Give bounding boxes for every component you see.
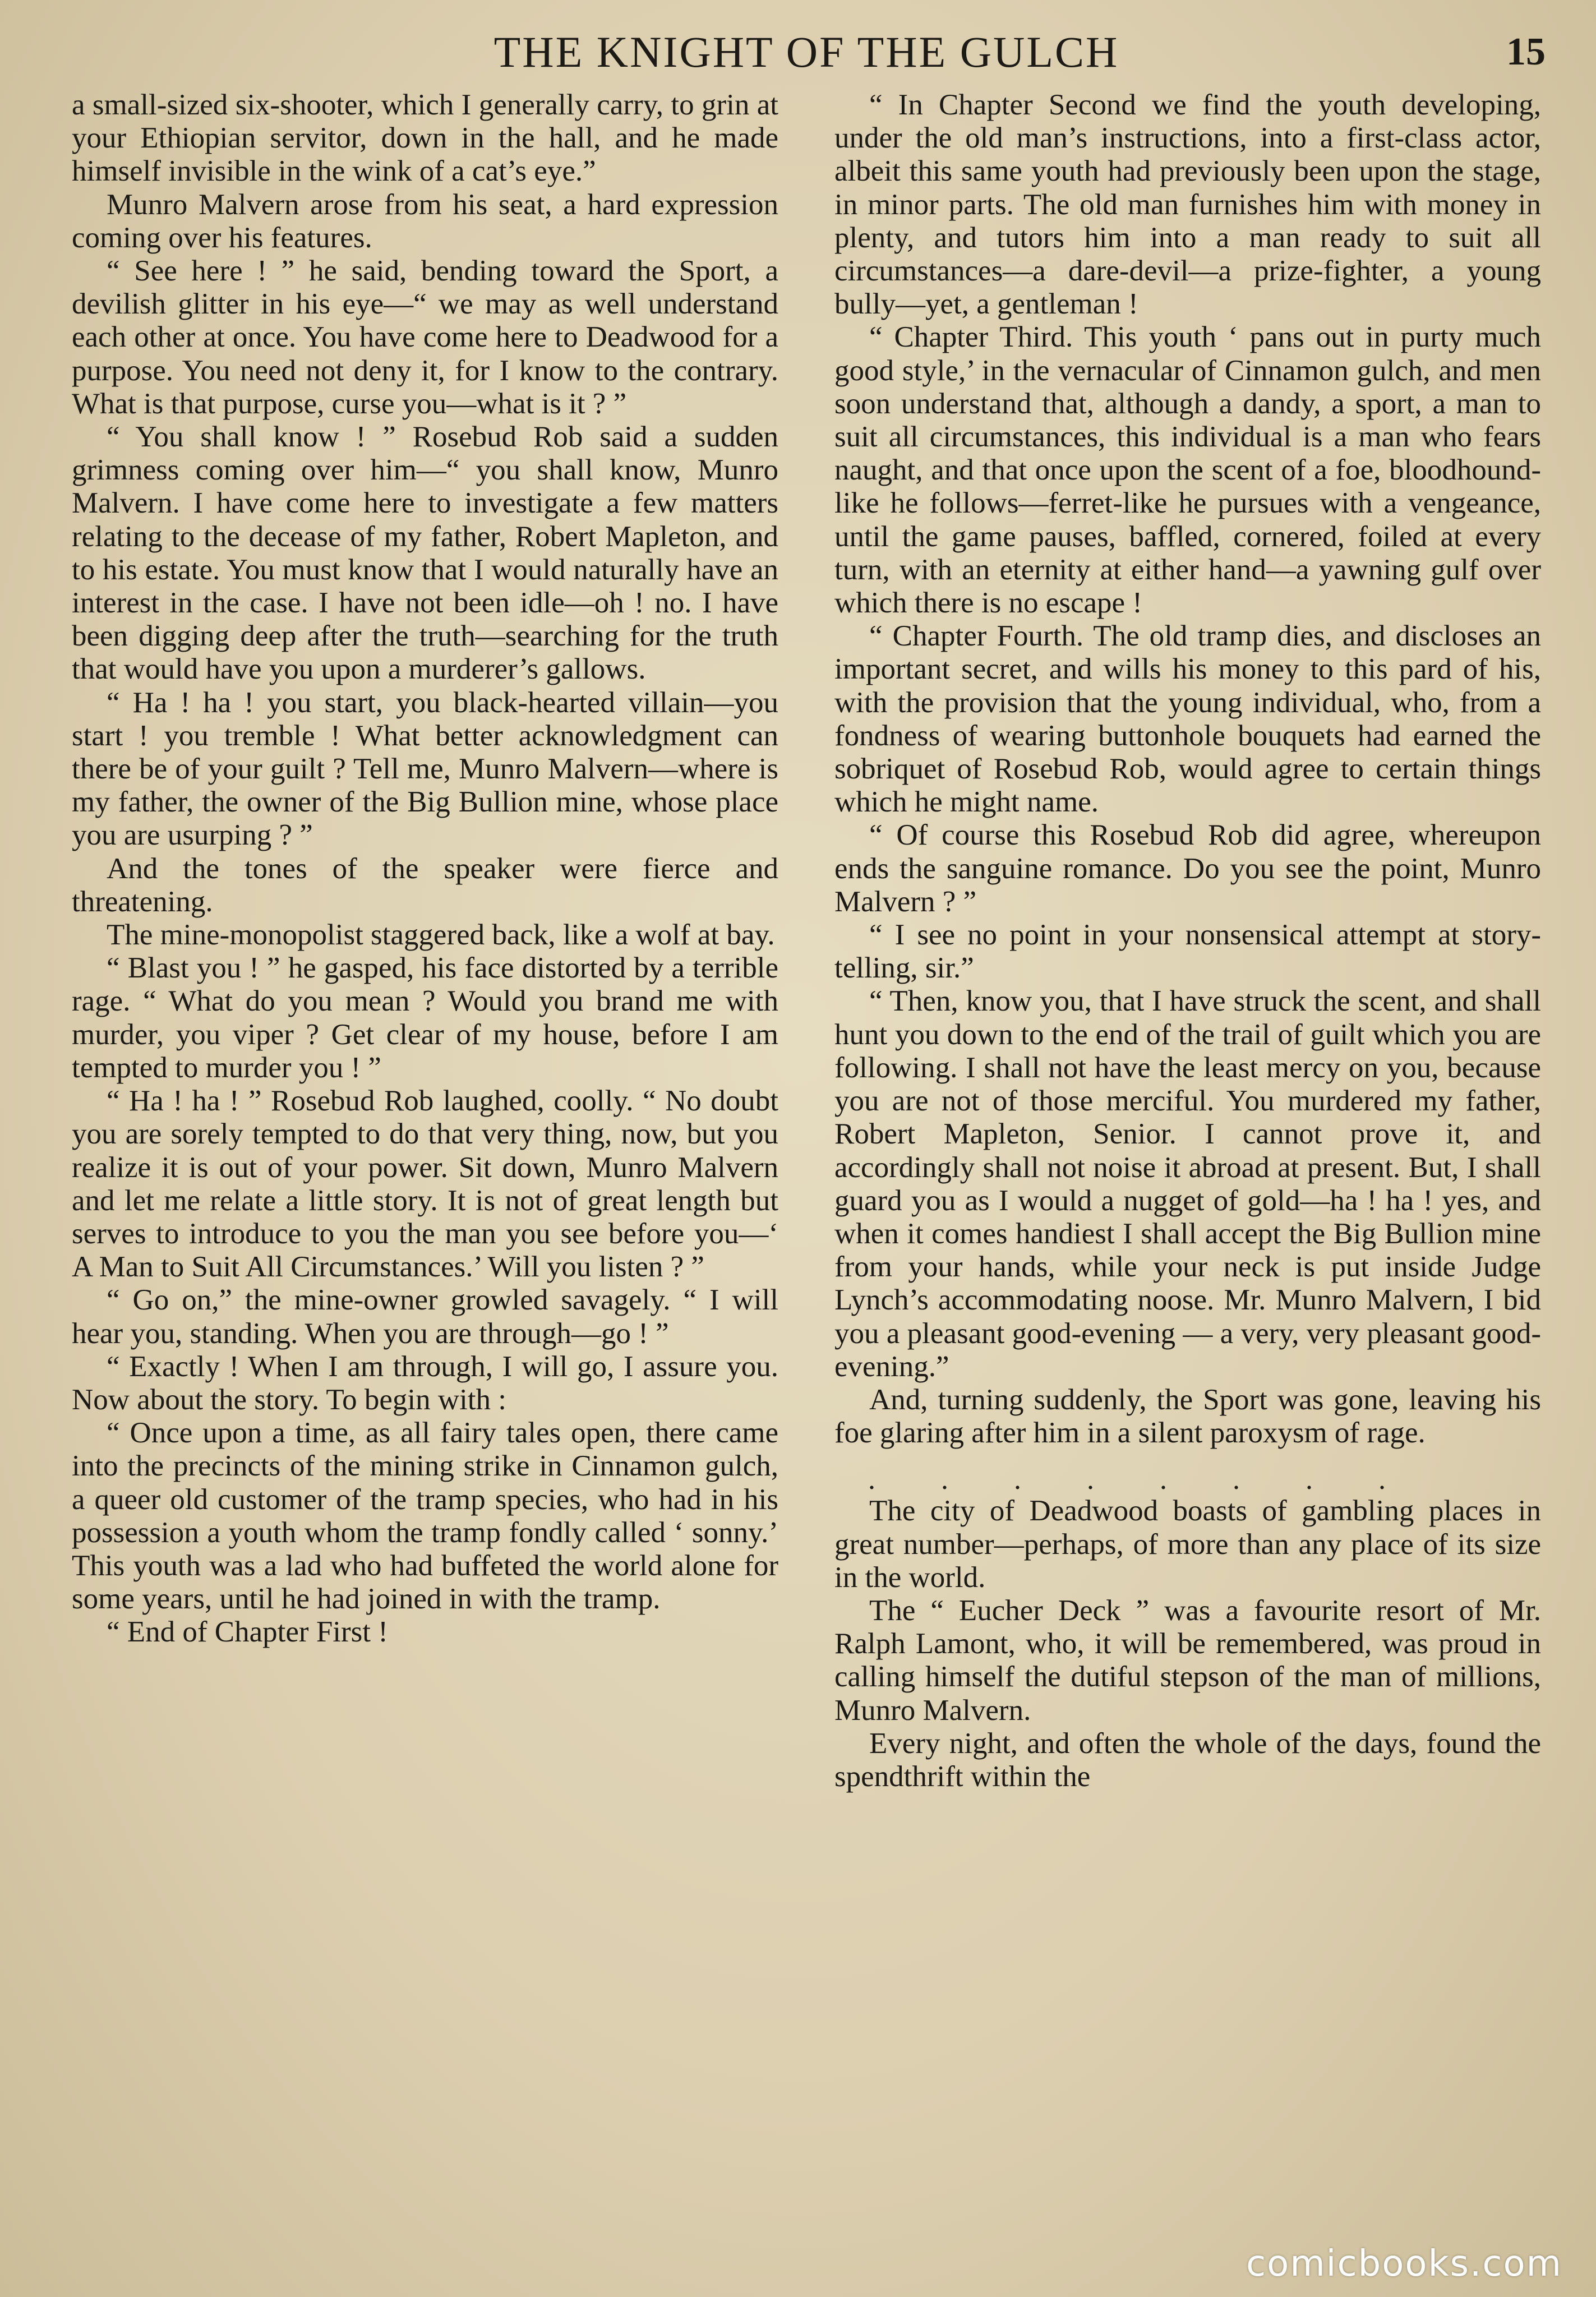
paragraph: The “ Eucher Deck ” was a favourite resort of Mr. Ralph Lamont, who, it will be remembered, was proud in calling himself the dutiful stepson of the man of millions, Munro Malvern. — [834, 1594, 1541, 1727]
paragraph: “ Blast you ! ” he gasped, his face distorted by a terrible rage. “ What do you mean ? Would you brand me with murder, you viper ? Get clear of my house, before I am tempted to murder you ! ” — [72, 952, 778, 1084]
paragraph: “ Ha ! ha ! you start, you black-hearted villain—you start ! you tremble ! What better acknowledgment can there be of your guilt ? Tell me, Munro Malvern—where is my father, the owner of the Big Bullion mine, whose place you are usurping ? ” — [72, 686, 778, 852]
running-title: THE KNIGHT OF THE GULCH — [493, 27, 1119, 76]
paragraph: “ You shall know ! ” Rosebud Rob said a sudden grimness coming over him—“ you shall know, Munro Malvern. I have come here to investigate a few matters relating to the decease of my father, Robert Mapleton, and to his estate. You must know that I would naturally have an interest in the case. I have not been idle—oh ! no. I have been digging deep after the truth—searching for the truth that would have you upon a murderer’s gallows. — [72, 421, 778, 686]
paragraph: “ Exactly ! When I am through, I will go, I assure you. Now about the story. To begin with : — [72, 1350, 778, 1416]
right-column — [834, 89, 1541, 1793]
paragraph: “ Chapter Third. This youth ‘ pans out in purty much good style,’ in the vernacular of Cinnamon gulch, and men soon understand that, although a dandy, a sport, a man to suit all circumstances, this individual is a man who fears naught, and that once upon the scent of a foe, bloodhound-like he follows—ferret-like he pursues with a vengeance, until the game pauses, baffled, cornered, foiled at every turn, with an eternity at either hand—a yawning gulf over which there is no escape ! — [834, 321, 1541, 620]
paragraph: Every night, and often the whole of the days, found the spendthrift within the — [834, 1727, 1541, 1793]
left-column — [72, 89, 778, 1649]
paragraph: “ Of course this Rosebud Rob did agree, whereupon ends the sanguine romance. Do you see the point, Munro Malvern ? ” — [834, 819, 1541, 918]
paragraph: “ Then, know you, that I have struck the scent, and shall hunt you down to the end of the trail of guilt which you are following. I shall not have the least mercy on you, because you are not of those merciful. You murdered my father, Robert Mapleton, Senior. I cannot prove it, and accordingly shall not noise it abroad at present. But, I shall guard you as I would a nugget of gold—ha ! ha ! yes, and when it comes handiest I shall accept the Big Bullion mine from your hands, while your neck is put inside Judge Lynch’s accommodating noose. Mr. Munro Malvern, I bid you a pleasant good-evening — a very, very pleasant good-evening.” — [834, 985, 1541, 1383]
page-number: 15 — [1506, 30, 1546, 73]
running-header — [67, 21, 1546, 83]
watermark-logo: comicbooks.com — [1246, 2243, 1562, 2285]
paragraph: And the tones of the speaker were fierce and threatening. — [72, 852, 778, 918]
paragraph: “ I see no point in your nonsensical attempt at story-telling, sir.” — [834, 919, 1541, 985]
section-break: . . . . . . . . — [868, 1464, 1415, 1496]
paragraph: And, turning suddenly, the Sport was gone, leaving his foe glaring after him in a silent paroxysm of rage. — [834, 1383, 1541, 1450]
paragraph: “ Chapter Fourth. The old tramp dies, and discloses an important secret, and wills his money to this pard of his, with the provision that the young individual, who, from a fondness of wearing buttonhole bouquets had earned the sobriquet of Rosebud Rob, would agree to certain things which he might name. — [834, 620, 1541, 819]
paragraph: “ See here ! ” he said, bending toward the Sport, a devilish glitter in his eye—“ we may as well understand each other at once. You have come here to Deadwood for a purpose. You need not deny it, for I know to the contrary. What is that purpose, curse you—what is it ? ” — [72, 255, 778, 420]
paragraph: a small-sized six-shooter, which I generally carry, to grin at your Ethiopian servitor, down in the hall, and he made himself invisible in the wink of a cat’s eye.” — [72, 89, 778, 188]
paragraph: The mine-monopolist staggered back, like a wolf at bay. — [107, 919, 775, 952]
paragraph: “ Go on,” the mine-owner growled savagely. “ I will hear you, standing. When you are through—go ! ” — [72, 1284, 778, 1350]
paragraph: “ Ha ! ha ! ” Rosebud Rob laughed, coolly. “ No doubt you are sorely tempted to do that very thing, now, but you realize it is out of your power. Sit down, Munro Malvern and let me relate a little story. It is not of great length but serves to introduce to you the man you see before you—‘ A Man to Suit All Circumstances.’ Will you listen ? ” — [72, 1085, 778, 1284]
paragraph: “ Once upon a time, as all fairy tales open, there came into the precincts of the mining strike in Cinnamon gulch, a queer old customer of the tramp species, who had in his possession a youth whom the tramp fondly called ‘ sonny.’ This youth was a lad who had buffeted the world alone for some years, until he had joined in with the tramp. — [72, 1417, 778, 1616]
paragraph: “ In Chapter Second we find the youth developing, under the old man’s instructions, into a first-class actor, albeit this same youth had previously been upon the stage, in minor parts. The old man furnishes him with money in plenty, and tutors him into a man ready to suit all circumstances—a dare-devil—a prize-fighter, a young bully—yet, a gentleman ! — [834, 89, 1541, 321]
paragraph: The city of Deadwood boasts of gambling places in great number—perhaps, of more than any place of its size in the world. — [834, 1495, 1541, 1594]
paragraph: Munro Malvern arose from his seat, a hard expression coming over his features. — [72, 188, 778, 254]
paragraph: “ End of Chapter First ! — [107, 1616, 388, 1649]
